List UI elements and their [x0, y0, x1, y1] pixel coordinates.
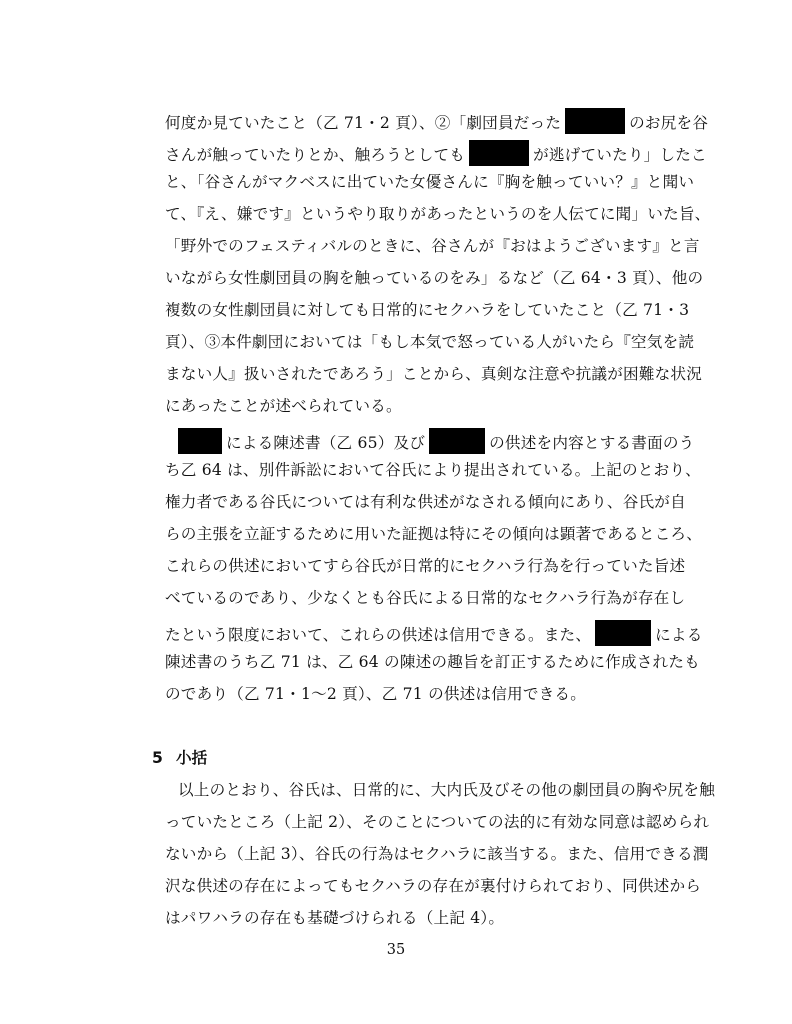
text-segment: のお尻を谷	[629, 114, 709, 132]
text-segment: さんが触っていたりとか、触ろうとしても	[165, 146, 466, 164]
text-segment: 何度か見ていたこと（乙 71・2 頁）、②「劇団員だった	[165, 114, 562, 132]
paragraph-line: 沢な供述の存在によってもセクハラの存在が裏付けられており、同供述から	[165, 877, 702, 895]
paragraph-line: 陳述書のうち乙 71 は、乙 64 の陳述の趣旨を訂正するために作成されたも	[165, 653, 700, 671]
paragraph-line: いながら女性劇団員の胸を触っているのをみ」るなど（乙 64・3 頁）、他の	[165, 269, 704, 287]
paragraph-line	[165, 140, 707, 166]
section-number: 5	[152, 749, 163, 767]
paragraph-line	[165, 108, 708, 134]
paragraph-line: 複数の女性劇団員に対しても日常的にセクハラをしていたこと（乙 71・3	[165, 301, 690, 319]
paragraph-line: 頁）、③本件劇団においては「もし本気で怒っている人がいたら『空気を読	[165, 333, 695, 351]
paragraph-line: 「野外でのフェスティバルのときに、谷さんが『おはようございます』と言	[165, 237, 700, 255]
paragraph-line: 権力者である谷氏については有利な供述がなされる傾向にあり、谷氏が自	[165, 493, 686, 511]
page-number: 35	[386, 942, 406, 958]
text-segment: が逃げていたり」したこ	[533, 146, 707, 164]
paragraph-line: らの主張を立証するために用いた証拠は特にその傾向は顕著であるところ、	[165, 525, 702, 543]
section-title: 小括	[176, 749, 208, 767]
paragraph-line	[165, 620, 703, 646]
paragraph-line: まない人』扱いされたであろう」ことから、真剣な注意や抗議が困難な状況	[165, 365, 702, 383]
redaction-block	[595, 620, 651, 646]
text-segment: による陳述書（乙 65）及び	[226, 434, 426, 452]
redaction-block	[178, 428, 222, 454]
paragraph-line: て、『え、嫌です』というやり取りがあったというのを人伝てに聞」いた旨、	[165, 205, 711, 223]
paragraph-line: 以上のとおり、谷氏は、日常的に、大内氏及びその他の劇団員の胸や尻を触	[178, 781, 715, 799]
paragraph-line: にあったことが述べられている。	[165, 397, 402, 415]
paragraph-line: べているのであり、少なくとも谷氏による日常的なセクハラ行為が存在し	[165, 589, 686, 607]
redaction-block	[429, 428, 485, 454]
text-segment: たという限度において、これらの供述は信用できる。また、	[165, 626, 592, 644]
section-heading	[152, 748, 207, 768]
paragraph-line: と、「谷さんがマクベスに出ていた女優さんに『胸を触っていい？』と聞い	[165, 173, 695, 191]
paragraph-line: ち乙 64 は、別件訴訟において谷氏により提出されている。上記のとおり、	[165, 461, 701, 479]
paragraph-line	[178, 428, 694, 454]
paragraph-line: ないから（上記 3）、谷氏の行為はセクハラに該当する。また、信用できる潤	[165, 845, 709, 863]
text-segment: の供述を内容とする書面のう	[489, 434, 695, 452]
paragraph-line: のであり（乙 71・1〜2 頁）、乙 71 の供述は信用できる。	[165, 685, 587, 703]
paragraph-line: っていたところ（上記 2）、そのことについての法的に有効な同意は認められ	[165, 813, 710, 831]
redaction-block	[565, 108, 625, 134]
paragraph-line: はパワハラの存在も基礎づけられる（上記 4）。	[165, 909, 505, 927]
redaction-block	[469, 140, 529, 166]
text-segment: による	[655, 626, 703, 644]
paragraph-line: これらの供述においてすら谷氏が日常的にセクハラ行為を行っていた旨述	[165, 557, 686, 575]
